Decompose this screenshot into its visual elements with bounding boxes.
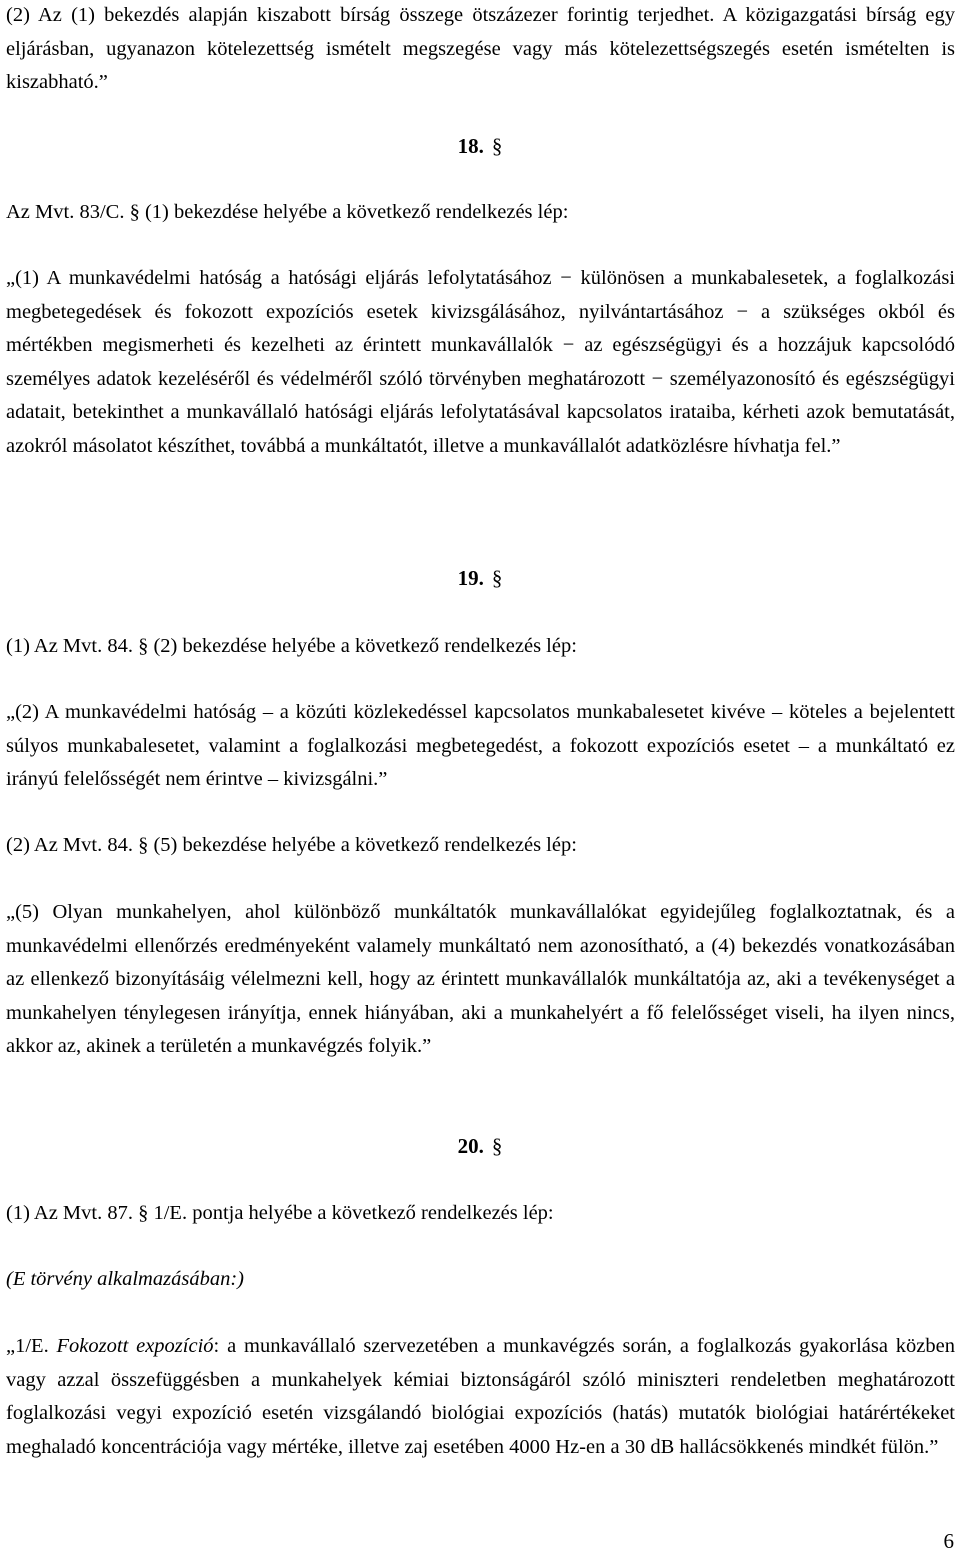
section-20-text	[6, 1330, 955, 1464]
definition-lead: „1/E.	[6, 1335, 57, 1357]
definition-body: : a munkavállaló szervezetében a munkavégzés során, a foglalkozás gyakorlása közben vagy azzal összefüggésben a munkahelyek kémiai biztonságáról szóló miniszteri rendeletben meghatározott foglalkozási vegyi expozíció esetén vizsgálandó biológiai expozíciós (hatás) mutatók biológiai határértékeket meghaladó koncentrációja vagy mértéke, illetve zaj esetében 4000 Hz-en a 30 dB hallácsökkenés mindkét fülön.”	[6, 1335, 955, 1458]
section-number: 19.	[457, 566, 484, 590]
section-18-text: „(1) A munkavédelmi hatóság a hatósági eljárás lefolytatásához − különösen a munkabalesetek, a foglalkozási megbetegedések és fokozott expozíciós esetek kivizsgálásához, nyilvántartásához − a szükséges okból és mértékben megismerheti és kezelheti az érintett munkavállalók − az egészségügyi és a hozzájuk kapcsolódó személyes adatok kezeléséről és védelméről szóló törvényben meghatározott − személyazonosító és egészségügyi adatait, betekinthet a munkavállaló hatósági eljárás lefolytatásával kapcsolatos irataiba, kérheti azok bemutatását, azokról másolatot készíthet, továbbá a munkáltatót, illetve a munkavállalót adatközlésre hívhatja fel.”	[6, 267, 955, 457]
defined-term: Fokozott expozíció	[56, 1335, 214, 1357]
section-symbol: §	[491, 1134, 503, 1158]
paragraph-2-previous: (2) Az (1) bekezdés alapján kiszabott bírság összege ötszázezer forintig terjedhet. A közigazgatási bírság egy eljárásban, ugyanazon kötelezettség ismételt megszegése vagy más kötelezettségszegés esetén ismételten is kiszabható.”	[6, 4, 955, 93]
section-20-intro: (1) Az Mvt. 87. § 1/E. pontja helyébe a következő rendelkezés lép:	[6, 1202, 554, 1224]
page-number: 6	[943, 1529, 954, 1553]
section-heading-20	[0, 1131, 960, 1161]
section-18-intro: Az Mvt. 83/C. § (1) bekezdése helyébe a következő rendelkezés lép:	[6, 201, 569, 223]
section-19-para-1-text: „(2) A munkavédelmi hatóság – a közúti közlekedéssel kapcsolatos munkabalesetet kivéve – köteles a bejelentett súlyos munkabalesetet, valamint a foglalkozási megbetegedést, a fokozott expozíciós esetet – a munkáltató ez irányú felelősségét nem érintve – kivizsgálni.”	[6, 701, 955, 790]
section-19-para-2-intro: (2) Az Mvt. 84. § (5) bekezdése helyébe a következő rendelkezés lép:	[6, 834, 577, 856]
section-number: 18.	[457, 134, 484, 158]
section-20-context: (E törvény alkalmazásában:)	[6, 1268, 244, 1290]
section-19-para-2-text: „(5) Olyan munkahelyen, ahol különböző munkáltatók munkavállalókat egyidejűleg foglalkoztatnak, és a munkavédelmi ellenőrzés eredményeként valamely munkáltató nem azonosítható, a (4) bekezdés vonatkozásában az ellenkező bizonyításáig vélelmezni kell, hogy az érintett munkavállalók munkáltatója az, aki a tevékenységet a munkahelyen ténylegesen irányítja, ennek hiányában, aki a munkahelyért a fő felelősséget viseli, ha ilyen nincs, akkor az, akinek a területén a munkavégzés folyik.”	[6, 901, 955, 1057]
section-number: 20.	[457, 1134, 484, 1158]
section-heading-19	[0, 563, 960, 593]
section-heading-18	[0, 131, 960, 161]
section-symbol: §	[491, 134, 503, 158]
section-19-para-1-intro: (1) Az Mvt. 84. § (2) bekezdése helyébe a következő rendelkezés lép:	[6, 635, 577, 657]
section-symbol: §	[491, 566, 503, 590]
